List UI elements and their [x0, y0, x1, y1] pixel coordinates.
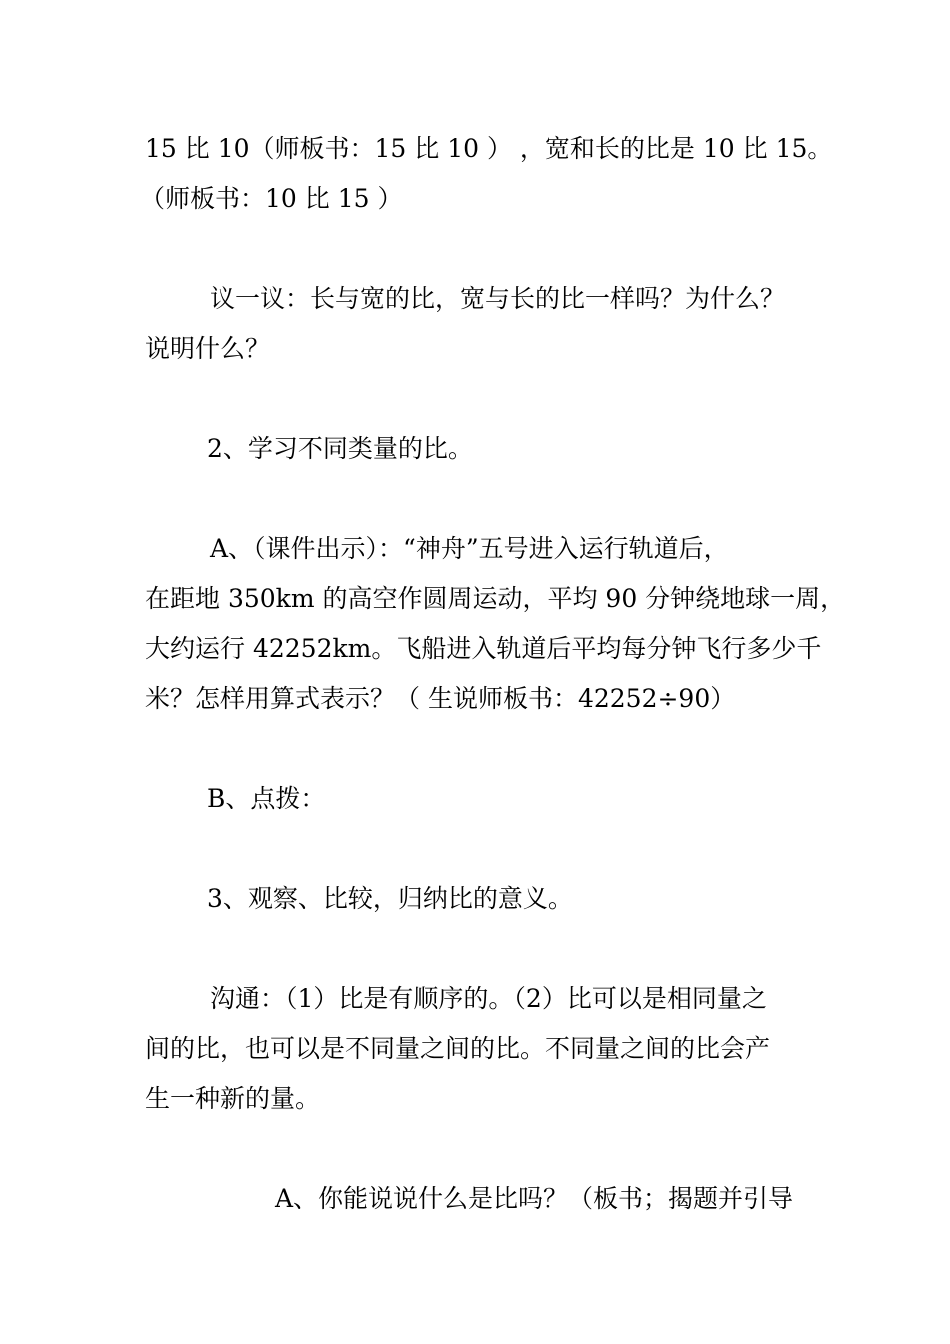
text-line: 3、观察、比较，归纳比的意义。	[207, 884, 573, 913]
text-line: 说明什么？	[145, 334, 271, 363]
text-line: 米？怎样用算式表示？（ 生说师板书：42252÷90）	[145, 684, 736, 713]
text-line: A、你能说说什么是比吗？（板书；揭题并引导	[275, 1184, 794, 1213]
text-line: 生一种新的量。	[145, 1084, 321, 1113]
text-line: A、（课件出示）：“神舟”五号进入运行轨道后，	[210, 534, 729, 563]
text-line: 2、学习不同类量的比。	[207, 434, 473, 463]
text-line: 在距地 350km 的高空作圆周运动，平均 90 分钟绕地球一周，	[145, 584, 846, 613]
text-line: 大约运行 42252km。飞船进入轨道后平均每分钟飞行多少千	[145, 634, 822, 663]
text-line: 15 比 10（师板书：15 比 10 ） ，宽和长的比是 10 比 15。	[145, 134, 833, 163]
text-line: 议一议：长与宽的比，宽与长的比一样吗？为什么？	[210, 284, 786, 313]
text-line: B、点拨：	[207, 784, 326, 813]
text-line: 间的比，也可以是不同量之间的比。不同量之间的比会产	[145, 1034, 771, 1063]
text-line: （师板书：10 比 15 ）	[140, 184, 403, 213]
text-line: 沟通：（1）比是有顺序的。（2）比可以是相同量之	[210, 984, 767, 1013]
